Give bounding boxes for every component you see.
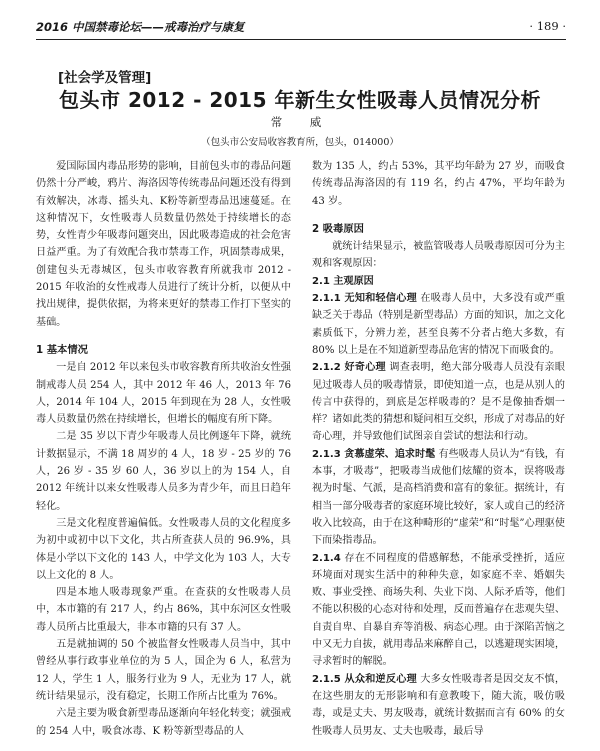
item-text: 有些吸毒人员认为“有钱，有本事，才吸毒”，把吸毒当成他们炫耀的资本，误将吸毒视为时髦、气派，是高档消费和富有的象征。据统计，有相当一部分吸毒者的家庭环境比较好，家人或自己的经济收入比较高，由于在这种畸形的“虚荣”和“时髦”心理驱使下而染指毒品。 (312, 448, 565, 547)
item-lead: 2.1.3 贪慕虚荣、追求时髦 (312, 448, 436, 460)
item-text: 大多女性吸毒者是因交友不慎，在这些朋友的无形影响和有意教唆下，随大流，吸仿吸毒，或是丈夫、男友吸毒，就统计数据而言有 60% 的女性吸毒人员男友、丈夫也吸毒，最后导 (312, 673, 565, 737)
body-paragraph: 就统计结果显示，被监管吸毒人员吸毒原因可分为主观和客观原因： (312, 241, 565, 270)
abstract-paragraph: 爱国际国内毒品形势的影响，目前包头市的毒品问题仍然十分严峻，鸦片、海洛因等传统毒品问题还没有得到有效解决，冰毒、摇头丸、K粉等新型毒品迅速蔓延。在这种情况下，女性吸毒人员数量仍然处于持续增长的态势，女性青少年吸毒问题突出，因此吸毒造成的社会危害日益严重。为了有效配合我市禁毒工作，巩固禁毒成果，创建包头无毒城区，包头市收容教育所就我市 2012 - 2015 年收治的女性戒毒人员进行了统计分析，以便从中找出规律，提供依据，为将来更好的禁毒工作打下坚实的基础。 (36, 161, 291, 328)
body-paragraph: 四是本地人吸毒现象严重。在查获的女性吸毒人员中，本市籍的有 217 人，约占 86%，其中东河区女性吸毒人员所占比重最大，非本市籍的只有 37 人。 (36, 587, 291, 633)
column-tag: [社会学及管理] (58, 70, 152, 86)
article-title: 包头市 2012 - 2015 年新生女性吸毒人员情况分析 (59, 88, 541, 112)
right-column (312, 158, 565, 740)
section-heading: 1 基本情况 (36, 343, 88, 356)
affiliation: （包头市公安局收容教育所，包头，014000） (201, 137, 399, 148)
item-text: 在吸毒人员中，大多没有或严重缺乏关于毒品（特别是新型毒品）方面的知识，加之文化素质低下，分辨力差，甚至良莠不分者占绝大多数，有 80% 以上是在不知道新型毒品危害的情况下而吸食的。 (312, 293, 565, 356)
list-item (312, 550, 565, 671)
page-number: · 189 · (529, 19, 566, 33)
body-paragraph: 数为 135 人，约占 53%，其平均年龄为 27 岁，而吸食传统毒品海洛因的有 119 名，约占 47%，平均年龄为 43 岁。 (312, 161, 565, 207)
list-item (312, 446, 565, 550)
item-lead: 2.1.2 好奇心理 (312, 362, 386, 374)
journal-title: 2016 中国禁毒论坛——戒毒治疗与康复 (36, 20, 245, 34)
body-paragraph: 三是文化程度普遍偏低。女性吸毒人员的文化程度多为初中或初中以下文化，共占所查获人员的 96.9%，具体是小学以下文化的 143 人，中学文化为 103 人，大专以上文化的 8 人。 (36, 517, 291, 581)
list-item (312, 290, 565, 359)
item-lead: 2.1.5 从众和逆反心理 (312, 673, 417, 685)
body-paragraph: 二是 35 岁以下青少年吸毒人员比例逐年下降，就统计数据显示，不满 18 周岁的 4 人，18 岁 - 25 岁的 76 人，26 岁 - 35 岁 60 人，36 岁以上的为 154 人，自 2012 年统计以来女性吸毒人员多为青少年，而且日趋年轻化。 (36, 431, 291, 512)
running-head (36, 19, 566, 37)
item-lead: 2.1.4 (312, 552, 341, 564)
left-column (36, 158, 291, 740)
body-paragraph: 六是主要为吸食新型毒品逐渐向年轻化转变；就强戒的 254 人中，吸食冰毒、K 粉等新型毒品的人 (36, 708, 291, 737)
body-paragraph: 五是就抽调的 50 个被监督女性吸毒人员当中，其中曾经从事行政事业单位的为 5 人，国企为 6 人，私营为 12 人，学生 1 人，服务行业为 9 人，无业为 17 人，就统计结果显示，没有稳定，长期工作所占比重为 76%。 (36, 639, 291, 702)
item-lead: 2.1.1 无知和轻信心理 (312, 293, 417, 305)
section-heading: 2 吸毒原因 (312, 222, 364, 235)
subsection-heading: 2.1 主观原因 (312, 275, 374, 287)
header-rule (36, 39, 566, 40)
list-item (312, 671, 565, 740)
body-paragraph: 一是自 2012 年以来包头市收容教育所共收治女性强制戒毒人员 254 人，其中 2012 年 46 人，2013 年 76 人，2014 年 104 人，2015 年到现在为 28 人，女性吸毒人员数量仍然在持续增长，但增长的幅度有所下降。 (36, 362, 291, 426)
author: 常 威 (270, 115, 330, 129)
item-text: 调查表明，绝大部分吸毒人员没有亲眼见过吸毒人员的吸毒情景，即使知道一点，也是从别人的传言中获得的，到底是怎样吸毒的？是不是像抽香烟一样？诸如此类的猜想和疑问相互交织，形成了对毒品的好奇心理，并导致他们试图亲自尝试的想法和行动。 (312, 362, 565, 443)
item-text: 存在不同程度的借感解愁，不能承受挫折，适应环境面对现实生活中的种种失意，如家庭不幸、婚姻失败、事业受挫、商场失利、失业下岗、人际矛盾等，他们不能以积极的心态对待和处理，反而普遍存在悲观失望、自责自卑、自暴自弃等消极、病态心理。由于深陷苦恼之中又无力自拔，就用毒品来麻醉自己，以逃避现实困境，寻求暂时的解脱。 (312, 552, 565, 668)
list-item (312, 359, 565, 445)
